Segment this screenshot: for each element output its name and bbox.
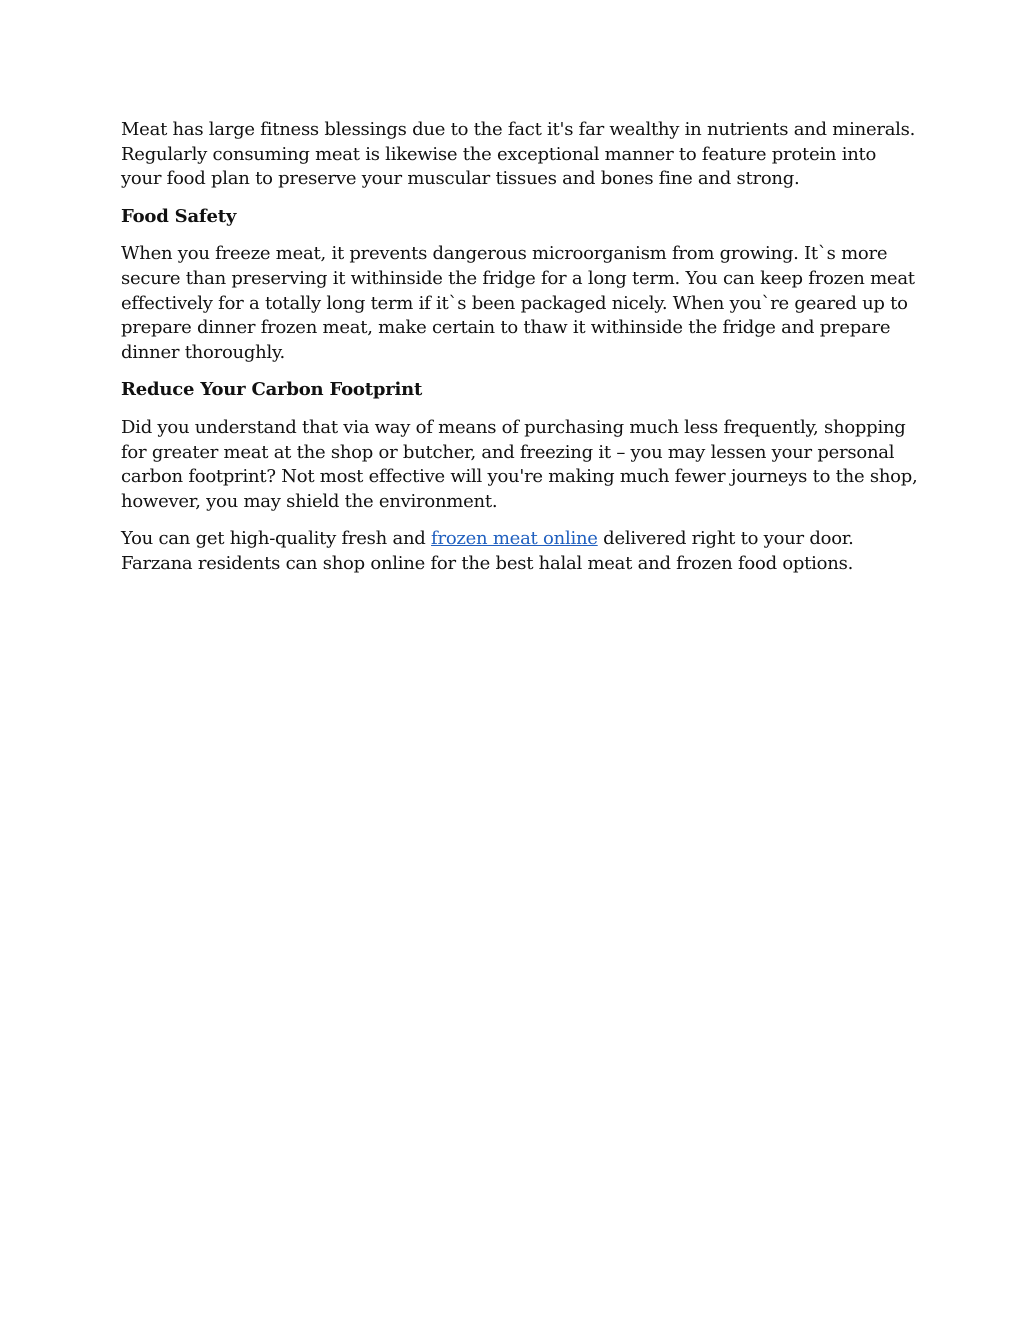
carbon-footprint-heading: Reduce Your Carbon Footprint	[121, 379, 423, 401]
intro-paragraph: Meat has large fitness blessings due to the fact it's far wealthy in nutrients and minerals. Regularly consuming meat is likewise the exceptional manner to feature protein into your food plan to preserve your muscular tissues and bones fine and strong.	[121, 119, 916, 190]
carbon-footprint-paragraph: Did you understand that via way of means of purchasing much less frequently, shopping for greater meat at the shop or butcher, and freezing it – you may lessen your personal carbon footprint? Not most effective will you're making much fewer journeys to the shop, however, you may shield the environment.	[121, 416, 918, 512]
closing-text-before-link: You can get high-quality fresh and	[121, 528, 432, 550]
frozen-meat-online-link[interactable]: frozen meat online	[431, 528, 598, 550]
food-safety-heading: Food Safety	[121, 205, 237, 227]
document-page	[121, 118, 921, 590]
food-safety-paragraph: When you freeze meat, it prevents dangerous microorganism from growing. It`s more secure than preserving it withinside the fridge for a long term. You can keep frozen meat effectively for a totally long term if it`s been packaged nicely. When you`re geared up to prepare dinner frozen meat, make certain to thaw it withinside the fridge and prepare dinner thoroughly.	[121, 243, 915, 363]
closing-text-after-link: delivered right to your door. Farzana residents can shop online for the best halal meat and frozen food options.	[121, 528, 854, 574]
closing-paragraph	[121, 527, 921, 576]
